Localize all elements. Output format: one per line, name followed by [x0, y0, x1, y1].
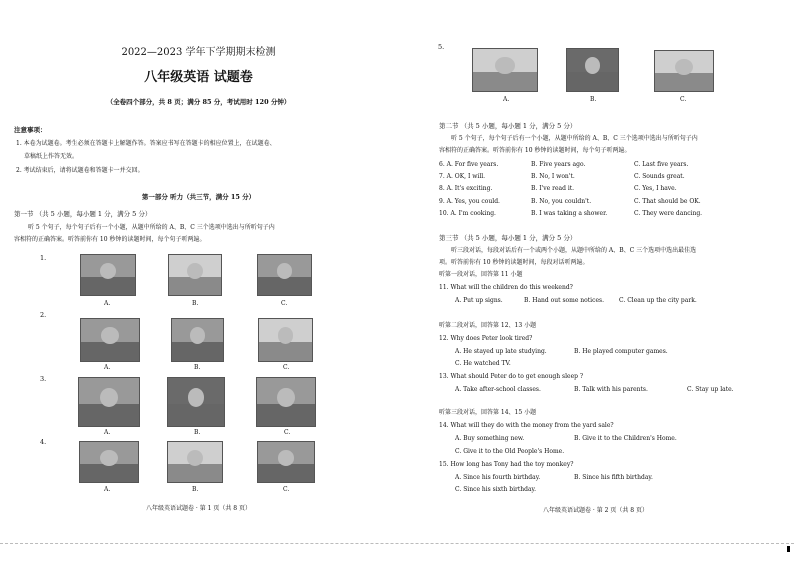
option-label: A. — [104, 364, 111, 371]
option-label: B. — [194, 364, 201, 371]
option-image-b[interactable] — [566, 48, 619, 92]
question-11: 11. What will the children do this weekend? — [439, 284, 573, 291]
q9-option-b[interactable]: B. No, you couldn't. — [531, 198, 592, 205]
corner-mark — [787, 546, 790, 552]
option-label: C. — [283, 364, 290, 371]
q13-option-a[interactable]: A. Take after-school classes. — [455, 386, 541, 393]
q7-option-c[interactable]: C. Sounds great. — [634, 173, 685, 180]
section1-instructions-b: 容相符的正确答案。听答前你有 10 秒钟的读题时间，每个句子听两遍。 — [14, 236, 206, 243]
section1-instructions-a: 听 5 个句子，每个句子后有一个小题，从题中所给的 A、B、C 三个选项中选出与所听句子内 — [28, 224, 275, 231]
option-label: B. — [192, 300, 199, 307]
q14-option-c[interactable]: C. Give it to the Old People's Home. — [455, 448, 565, 455]
q11-option-c[interactable]: C. Clean up the city park. — [619, 297, 697, 304]
option-label: B. — [194, 429, 201, 436]
q10-option-c[interactable]: C. They were dancing. — [634, 210, 703, 217]
section2-instructions-a: 听 5 个句子，每个句子后有一个小题，从题中所给的 A、B、C 三个选项中选出与所听句子内 — [451, 135, 698, 142]
option-image-c[interactable] — [654, 50, 714, 92]
q6-option-b[interactable]: B. Five years ago. — [531, 161, 586, 168]
q7-option-b[interactable]: B. No, I won't. — [531, 173, 575, 180]
section3-instructions-b: 项。听答前你有 10 秒钟的读题时间，每段对话听两遍。 — [439, 259, 589, 266]
option-label: C. — [680, 96, 687, 103]
option-label: C. — [281, 300, 288, 307]
page-footer: 八年级英语试题卷 · 第 1 页（共 8 页） — [146, 505, 251, 512]
option-label: B. — [192, 486, 199, 493]
question-12: 12. Why does Peter look tired? — [439, 335, 533, 342]
option-image-c[interactable] — [257, 254, 312, 296]
question-13: 13. What should Peter do to get enough sleep ? — [439, 373, 584, 380]
option-label: C. — [284, 429, 291, 436]
option-image-b[interactable] — [167, 377, 225, 427]
exam-subtitle: 八年级英语 试题卷 — [144, 70, 253, 85]
q8-option-c[interactable]: C. Yes, I have. — [634, 185, 677, 192]
q14-option-b[interactable]: B. Give it to the Children's Home. — [574, 435, 677, 442]
option-image-a[interactable] — [80, 318, 140, 362]
q13-option-c[interactable]: C. Stay up late. — [687, 386, 734, 393]
option-image-a[interactable] — [80, 254, 136, 296]
option-label: B. — [590, 96, 597, 103]
option-image-a[interactable] — [79, 441, 139, 483]
question-number: 3. — [40, 375, 47, 383]
option-image-c[interactable] — [257, 441, 315, 483]
notice-1b: 草稿纸上作答无效。 — [24, 153, 79, 160]
question-number: 1. — [40, 254, 47, 262]
exam-info: （全卷四个部分，共 8 页；满分 85 分，考试用时 120 分钟） — [106, 98, 291, 106]
option-image-a[interactable] — [78, 377, 140, 427]
option-label: A. — [104, 486, 111, 493]
section2-instructions-b: 容相符的正确答案。听答前你有 10 秒钟的读题时间，每个句子听两遍。 — [439, 147, 631, 154]
exam-title: 2022—2023 学年下学期期末检测 — [121, 47, 276, 58]
q12-option-b[interactable]: B. He played computer games. — [574, 348, 668, 355]
option-image-b[interactable] — [171, 318, 224, 362]
question-14: 14. What will they do with the money from the yard sale? — [439, 422, 614, 429]
dialogue-1-label: 听第一段对话，回答第 11 小题 — [439, 271, 523, 278]
question-number: 2. — [40, 311, 47, 319]
page-footer: 八年级英语试题卷 · 第 2 页（共 8 页） — [543, 507, 648, 514]
section3-heading: 第三节 （共 5 小题，每小题 1 分，满分 5 分） — [439, 234, 577, 242]
dialogue-2-label: 听第二段对话，回答第 12、13 小题 — [439, 322, 537, 329]
q15-option-a[interactable]: A. Since his fourth birthday. — [455, 474, 541, 481]
part-heading: 第一部分 听力（共三节，满分 15 分） — [141, 193, 256, 201]
section1-heading: 第一节 （共 5 小题，每小题 1 分，满分 5 分） — [14, 210, 152, 218]
q6-option-a[interactable]: 6. A. For five years. — [439, 161, 499, 168]
option-label: A. — [104, 429, 111, 436]
question-number: 4. — [40, 438, 47, 446]
q9-option-c[interactable]: C. That should be OK. — [634, 198, 701, 205]
q15-option-c[interactable]: C. Since his sixth birthday. — [455, 486, 537, 493]
q8-option-a[interactable]: 8. A. It's exciting. — [439, 185, 493, 192]
section2-heading: 第二节 （共 5 小题，每小题 1 分，满分 5 分） — [439, 122, 577, 130]
q15-option-b[interactable]: B. Since his fifth birthday. — [574, 474, 653, 481]
section3-instructions-a: 听三段对话，每段对话后有一个或两个小题，从题中所给的 A、B、C 三个选项中选出最佳选 — [451, 247, 697, 254]
bottom-divider — [0, 543, 794, 546]
option-label: C. — [283, 486, 290, 493]
option-image-a[interactable] — [472, 48, 538, 92]
option-image-c[interactable] — [258, 318, 313, 362]
option-image-c[interactable] — [256, 377, 316, 427]
notice-1a: 1. 本卷为试题卷。考生必须在答题卡上解题作答。答案应书写在答题卡的相应位置上，在试题卷、 — [16, 140, 276, 147]
option-image-b[interactable] — [168, 254, 222, 296]
notice-2: 2. 考试结束后，请将试题卷和答题卡一并交回。 — [16, 167, 144, 174]
q10-option-a[interactable]: 10. A. I'm cooking. — [439, 210, 496, 217]
question-number: 5. — [438, 43, 445, 51]
q8-option-b[interactable]: B. I've read it. — [531, 185, 575, 192]
exam-page-2 — [397, 0, 794, 561]
q10-option-b[interactable]: B. I was taking a shower. — [531, 210, 608, 217]
question-15: 15. How long has Tony had the toy monkey? — [439, 461, 574, 468]
q9-option-a[interactable]: 9. A. Yes, you could. — [439, 198, 500, 205]
dialogue-3-label: 听第三段对话，回答第 14、15 小题 — [439, 409, 537, 416]
option-label: A. — [503, 96, 510, 103]
q13-option-b[interactable]: B. Talk with his parents. — [574, 386, 648, 393]
q7-option-a[interactable]: 7. A. OK, I will. — [439, 173, 486, 180]
q12-option-c[interactable]: C. He watched TV. — [455, 360, 511, 367]
q6-option-c[interactable]: C. Last five years. — [634, 161, 689, 168]
q11-option-a[interactable]: A. Put up signs. — [455, 297, 503, 304]
notice-heading: 注意事项： — [14, 126, 47, 134]
q11-option-b[interactable]: B. Hand out some notices. — [524, 297, 604, 304]
q12-option-a[interactable]: A. He stayed up late studying. — [455, 348, 547, 355]
option-label: A. — [104, 300, 111, 307]
q14-option-a[interactable]: A. Buy something new. — [455, 435, 525, 442]
option-image-b[interactable] — [167, 441, 223, 483]
